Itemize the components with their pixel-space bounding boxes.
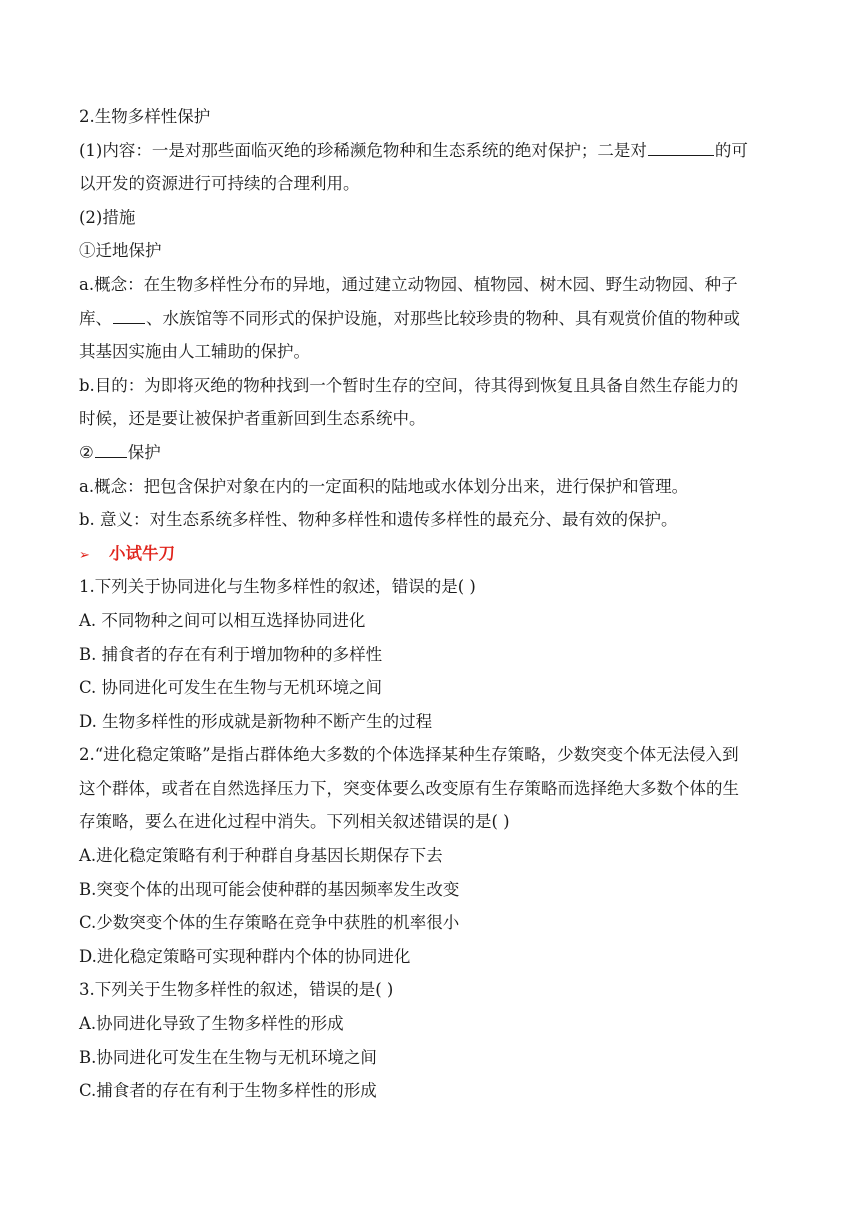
question-2-option-a[interactable]: A.进化稳定策略有利于种群自身基因长期保存下去 <box>79 846 443 866</box>
ex-situ-concept-line-1: a.概念：在生物多样性分布的异地，通过建立动物园、植物园、树木园、野生动物园、种子 <box>79 274 738 294</box>
content-line-1 <box>79 134 779 168</box>
practice-heading-row <box>79 537 779 571</box>
question-2-option-b[interactable]: B.突变个体的出现可能会使种群的基因频率发生改变 <box>79 879 460 899</box>
ex-situ-goal-line-2: 时候，还是要让被保护者重新回到生态系统中。 <box>79 409 426 429</box>
ex-situ-goal-line-1: b.目的：为即将灭绝的物种找到一个暂时生存的空间，待其得到恢复且具备自然生存能力的 <box>79 375 739 395</box>
ex-situ-concept-line-3: 其基因实施由人工辅助的保护。 <box>79 342 310 362</box>
in-situ-prefix: ② <box>79 442 94 462</box>
in-situ-suffix: 保护 <box>127 442 161 462</box>
question-2-stem-line-3: 存策略，要么在进化过程中消失。下列相关叙述错误的是( ) <box>79 812 510 832</box>
question-1-option-d[interactable]: D. 生物多样性的形成就是新物种不断产生的过程 <box>79 711 433 731</box>
question-3-option-b[interactable]: B.协同进化可发生在生物与无机环境之间 <box>79 1047 377 1067</box>
content-line-2: 以开发的资源进行可持续的合理利用。 <box>79 174 360 194</box>
ex-situ-concept-text-b: 、水族馆等不同形式的保护设施，对那些比较珍贵的物种、具有观赏价值的物种或 <box>146 308 740 328</box>
ex-situ-concept-text-a: 库、 <box>79 308 112 328</box>
question-1-stem: 1.下列关于协同进化与生物多样性的叙述，错误的是( ) <box>79 577 476 597</box>
document-page <box>79 100 779 1108</box>
question-1-option-b[interactable]: B. 捕食者的存在有利于增加物种的多样性 <box>79 644 383 664</box>
practice-heading: 小试牛刀 <box>109 543 175 563</box>
fill-blank-1[interactable] <box>648 140 714 156</box>
in-situ-meaning: b. 意义：对生态系统多样性、物种多样性和遗传多样性的最充分、最有效的保护。 <box>79 510 678 530</box>
question-2-stem-line-1: 2.“进化稳定策略”是指占群体绝大多数的个体选择某种生存策略，少数突变个体无法侵入到 <box>79 745 739 765</box>
section-title: 2.生物多样性保护 <box>79 107 211 126</box>
question-1-option-a[interactable]: A. 不同物种之间可以相互选择协同进化 <box>79 610 366 630</box>
ex-situ-concept-line-2 <box>79 302 779 336</box>
ex-situ-title: ①迁地保护 <box>79 241 162 261</box>
measures-heading: (2)措施 <box>79 207 136 227</box>
question-3-stem: 3.下列关于生物多样性的叙述，错误的是( ) <box>79 980 394 1000</box>
question-2-option-d[interactable]: D.进化稳定策略可实现种群内个体的协同进化 <box>79 946 411 966</box>
content-text-a: (1)内容：一是对那些面临灭绝的珍稀濒危物种和生态系统的绝对保护；二是对 <box>79 140 647 160</box>
fill-blank-2[interactable] <box>113 308 145 324</box>
content-text-b: 的可 <box>714 140 748 160</box>
in-situ-title <box>79 436 779 470</box>
fill-blank-3[interactable] <box>95 442 127 458</box>
question-3-option-a[interactable]: A.协同进化导致了生物多样性的形成 <box>79 1014 344 1034</box>
question-1-option-c[interactable]: C. 协同进化可发生在生物与无机环境之间 <box>79 678 383 698</box>
in-situ-concept: a.概念：把包含保护对象在内的一定面积的陆地或水体划分出来，进行保护和管理。 <box>79 476 689 496</box>
question-2-stem-line-2: 这个群体，或者在自然选择压力下，突变体要么改变原有生存策略而选择绝大多数个体的生 <box>79 778 739 798</box>
question-2-option-c[interactable]: C.少数突变个体的生存策略在竞争中获胜的机率很小 <box>79 913 460 933</box>
arrow-bullet-icon: ➢ <box>79 547 90 563</box>
question-3-option-c[interactable]: C.捕食者的存在有利于生物多样性的形成 <box>79 1081 377 1101</box>
